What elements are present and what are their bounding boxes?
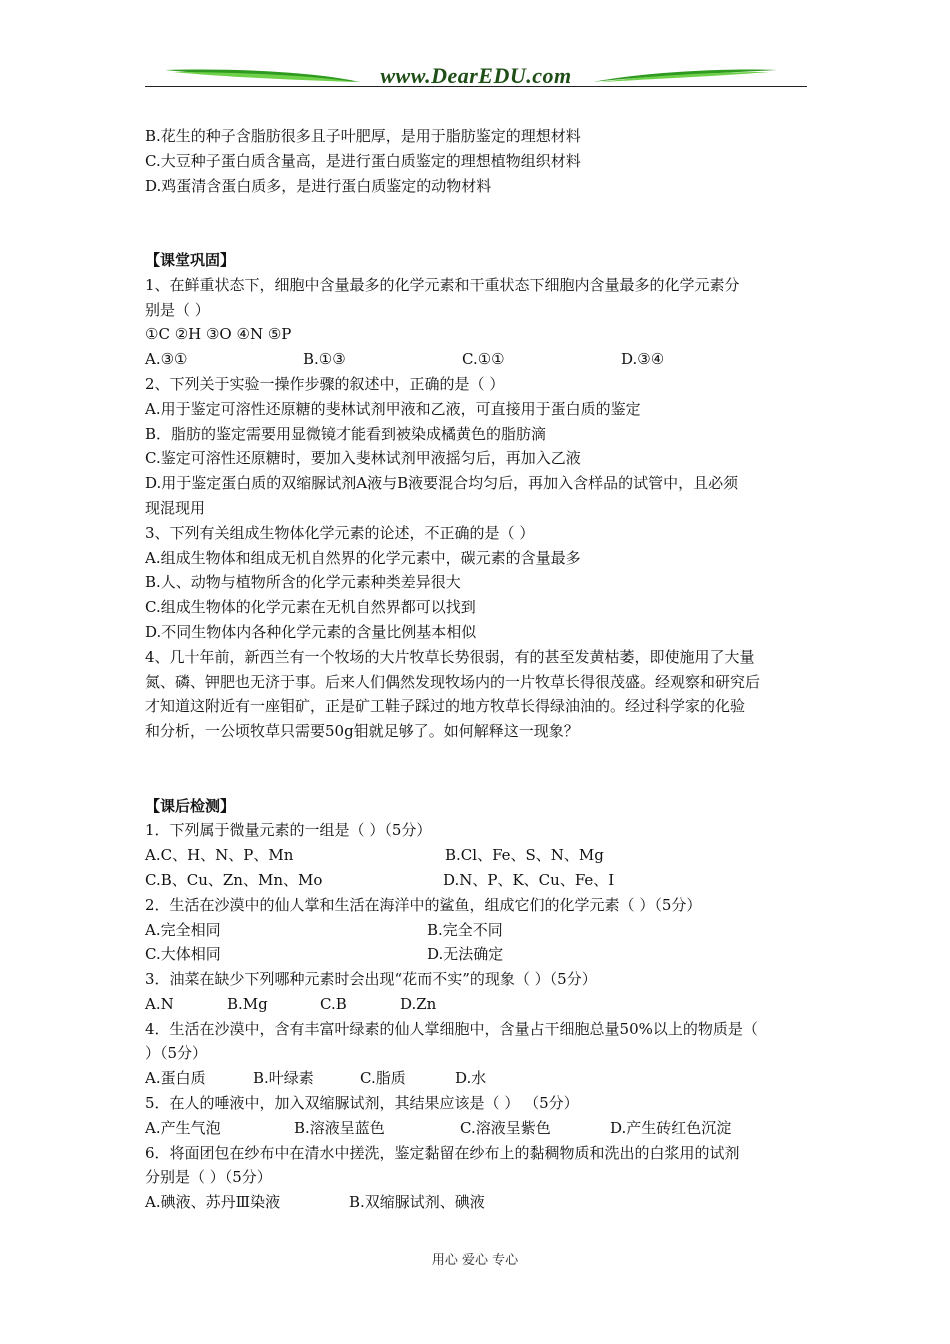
document-body	[145, 124, 810, 1215]
answer-options	[145, 868, 810, 893]
option-b: B.①③	[303, 350, 346, 369]
option-a: A.蛋白质	[145, 1069, 206, 1088]
option-d: D.水	[455, 1069, 487, 1088]
question-text: 4、几十年前，新西兰有一个牧场的大片牧草长势很弱，有的甚至发黄枯萎，即使施用了大量	[145, 647, 755, 666]
answer-options	[145, 1116, 810, 1141]
page-footer: 用心 爱心 专心	[431, 1253, 519, 1268]
option-a: A.N	[145, 994, 174, 1013]
option-line: 现混现用	[145, 498, 206, 517]
option-c: C.B、Cu、Zn、Mn、Mo	[145, 870, 323, 889]
section-title: 【课后检测】	[145, 796, 236, 815]
question-text: 1、在鲜重状态下，细胞中含量最多的化学元素和干重状态下细胞内含量最多的化学元素分	[145, 275, 740, 294]
question-text: 1．下列属于微量元素的一组是（ ）（5分）	[145, 821, 432, 840]
question-text: 3、下列有关组成生物体化学元素的论述，不正确的是（ ）	[145, 523, 535, 542]
option-c: C.溶液呈紫色	[460, 1118, 551, 1137]
answer-options	[145, 992, 810, 1017]
option-line: A.组成生物体和组成无机自然界的化学元素中，碳元素的含量最多	[145, 548, 581, 567]
option-b: B.叶绿素	[253, 1069, 314, 1088]
option-b: B.Cl、Fe、S、N、Mg	[445, 846, 604, 865]
option-line: B.人、动物与植物所含的化学元素种类差异很大	[145, 573, 461, 592]
answer-options	[145, 1190, 810, 1215]
answer-options	[145, 843, 810, 868]
question-text: 氮、磷、钾肥也无济于事。后来人们偶然发现牧场内的一片牧草长得很茂盛。经观察和研究后	[145, 672, 761, 691]
option-d: D.无法确定	[427, 945, 504, 964]
option-c: C.大体相同	[145, 945, 221, 964]
option-line: C.鉴定可溶性还原糖时，要加入斐林试剂甲液摇匀后，再加入乙液	[145, 449, 581, 468]
option-b: B.双缩脲试剂、碘液	[349, 1193, 485, 1212]
option-line: B.花生的种子含脂肪很多且子叶肥厚，是用于脂肪鉴定的理想材料	[145, 127, 581, 145]
option-d: D.N、P、K、Cu、Fe、I	[443, 870, 615, 889]
option-line: C.大豆种子蛋白质含量高，是进行蛋白质鉴定的理想植物组织材料	[145, 151, 581, 170]
section-title: 【课堂巩固】	[145, 250, 236, 269]
option-b: B.溶液呈蓝色	[294, 1118, 385, 1137]
option-line: B．脂肪的鉴定需要用显微镜才能看到被染成橘黄色的脂肪滴	[145, 424, 547, 443]
question-text: 才知道这附近有一座钼矿，正是矿工鞋子踩过的地方牧草长得绿油油的。经过科学家的化验	[145, 697, 746, 716]
question-text: 2、下列关于实验一操作步骤的叙述中，正确的是（ ）	[145, 374, 505, 393]
answer-options	[145, 347, 810, 372]
option-c: C.①①	[462, 350, 505, 369]
option-d: D.产生砖红色沉淀	[610, 1118, 732, 1137]
question-text: 6．将面团包在纱布中在清水中搓洗，鉴定黏留在纱布上的黏稠物质和洗出的白浆用的试剂	[145, 1143, 740, 1162]
option-b: B.完全不同	[427, 920, 503, 939]
answer-options	[145, 1066, 810, 1091]
option-d: D.Zn	[400, 994, 437, 1013]
option-line: D.不同生物体内各种化学元素的含量比例基本相似	[145, 622, 477, 641]
option-line: D.鸡蛋清含蛋白质多，是进行蛋白质鉴定的动物材料	[145, 176, 492, 195]
option-line: C.组成生物体的化学元素在无机自然界都可以找到	[145, 598, 476, 617]
question-text: 和分析，一公顷牧草只需要50g钼就足够了。如何解释这一现象？	[145, 722, 579, 741]
option-d: D.③④	[621, 350, 665, 369]
option-line: D.用于鉴定蛋白质的双缩脲试剂A液与B液要混合均匀后，再加入含样品的试管中，且必须	[145, 474, 739, 493]
option-a: A.产生气泡	[145, 1118, 221, 1137]
option-c: C.B	[320, 994, 347, 1013]
answer-options	[145, 918, 810, 943]
question-text: 分别是（ ）（5分）	[145, 1168, 272, 1187]
question-text: 3．油菜在缺少下列哪种元素时会出现“花而不实”的现象（ ）（5分）	[145, 970, 597, 989]
option-line: A.用于鉴定可溶性还原糖的斐林试剂甲液和乙液，可直接用于蛋白质的鉴定	[145, 399, 641, 418]
question-text: 2．生活在沙漠中的仙人掌和生活在海洋中的鲨鱼，组成它们的化学元素（ ）（5分）	[145, 895, 702, 914]
option-a: A.C、H、N、P、Mn	[145, 846, 294, 865]
header-rule	[145, 86, 807, 87]
option-a: A.完全相同	[145, 920, 221, 939]
question-text: ）（5分）	[145, 1044, 208, 1063]
site-logo-text: www.DearEDU.com	[380, 63, 572, 88]
question-text: 4．生活在沙漠中，含有丰富叶绿素的仙人掌细胞中，含量占干细胞总量50%以上的物质是（	[145, 1019, 758, 1038]
question-text: 别是（ ）	[145, 300, 210, 319]
element-list: ①C ②H ③O ④N ⑤P	[145, 325, 292, 344]
option-a: A.碘液、苏丹Ⅲ染液	[145, 1193, 281, 1212]
option-a: A.③①	[145, 350, 188, 369]
question-text: 5．在人的唾液中，加入双缩脲试剂，其结果应该是（ ） （5分）	[145, 1094, 579, 1113]
answer-options	[145, 942, 810, 967]
option-c: C.脂质	[360, 1069, 406, 1088]
option-b: B.Mg	[227, 994, 268, 1013]
